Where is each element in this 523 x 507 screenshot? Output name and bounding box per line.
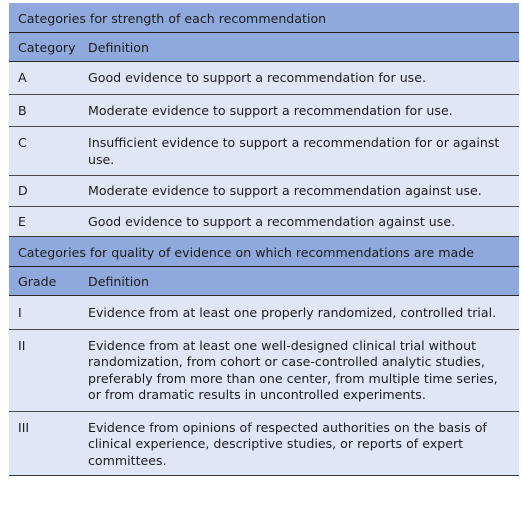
category-definition: Good evidence to support a recommendation for use. [88,70,426,85]
grade-definition: Evidence from at least one well-designed clinical trial without randomization, from cohort or case-controlled analytic studies, preferably from more than one center, from multiple time series, or from dramatic results in uncontrolled experiments. [88,337,498,402]
recommendation-table [9,3,519,476]
category-key: C [18,135,27,150]
category-definition: Moderate evidence to support a recommendation against use. [88,183,482,198]
table-row [9,95,519,128]
category-key: B [18,102,27,118]
strength-section-title: Categories for strength of each recommendation [9,3,519,33]
table-row [9,412,519,476]
table-row [9,127,519,176]
grade-key: II [18,337,26,353]
category-definition: Insufficient evidence to support a recommendation for or against use. [88,135,500,167]
table-row [9,330,519,412]
category-definition: Good evidence to support a recommendation against use. [88,213,456,229]
category-column-label: Category [18,40,76,55]
grade-key: I [18,305,22,320]
category-key: A [18,70,27,85]
table-row [9,176,519,207]
definition-column-label: Definition [88,274,149,289]
definition-column-label: Definition [88,40,149,55]
category-key: E [18,213,26,229]
table-row [9,207,519,237]
grade-definition: Evidence from opinions of respected authorities on the basis of clinical experience, descriptive studies, or reports of expert committees. [88,419,487,468]
grade-column-label: Grade [18,274,57,289]
quality-section-title: Categories for quality of evidence on which recommendations are made [9,236,519,267]
quality-column-header [9,267,519,296]
strength-column-header [9,33,519,62]
table-row [9,62,519,95]
grade-key: III [18,419,30,435]
table-row [9,296,519,330]
category-definition: Moderate evidence to support a recommendation for use. [88,102,453,118]
grade-definition: Evidence from at least one properly randomized, controlled trial. [88,305,497,320]
category-key: D [18,183,28,198]
